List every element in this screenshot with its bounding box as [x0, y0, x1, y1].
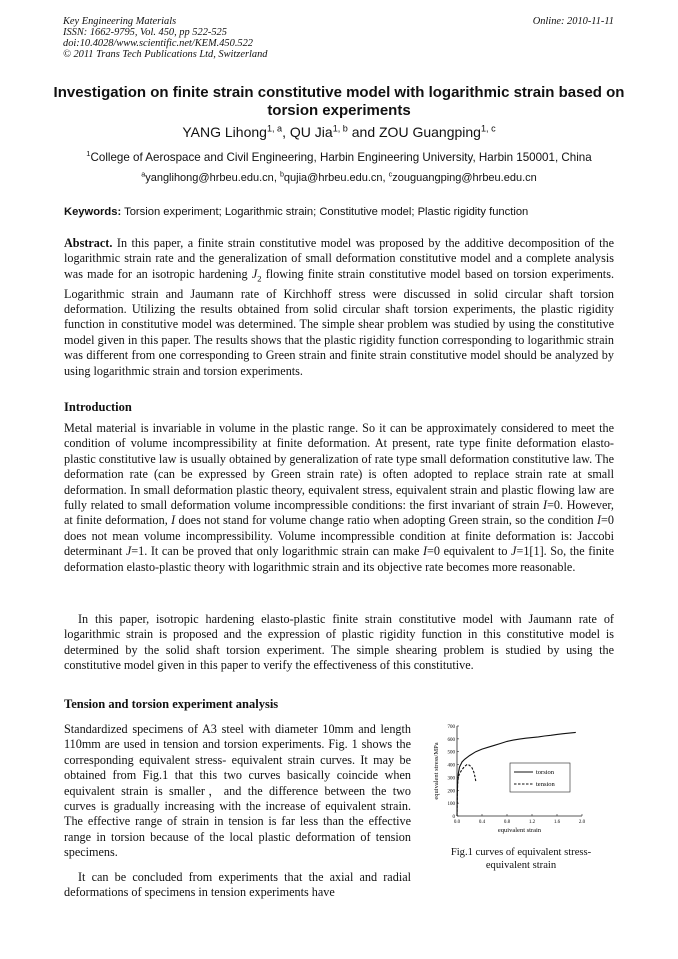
journal-name: Key Engineering Materials	[63, 16, 177, 27]
author-separator: ,	[282, 124, 290, 140]
math-symbol: J	[125, 544, 132, 559]
email-address[interactable]: zouguangping@hrbeu.edu.cn	[392, 172, 537, 184]
x-tick-label: 2.0	[578, 820, 586, 825]
author-name: ZOU Guangping	[379, 124, 481, 140]
math-symbol: I	[422, 544, 428, 559]
affiliation-superscript: 1	[86, 149, 91, 159]
intro-text: =0 equivalent to	[427, 544, 512, 559]
figure-caption: Fig.1 curves of equivalent stress-equivalent strain	[450, 847, 592, 871]
author-separator: and	[347, 124, 379, 140]
abstract	[64, 236, 614, 379]
author-line	[40, 124, 638, 140]
abstract-text: In this paper, a finite strain constitutive model was proposed by the additive decomposition of the logarithmic strain rate and the generalization of small deformation constitutive model and a complete analysis was made for an isotropic hardening	[64, 236, 614, 281]
email-superscript: b	[279, 170, 284, 179]
y-tick-label: 0	[452, 815, 455, 820]
tension-paragraph-2: It can be concluded from experiments that the axial and radial deformations of specimens in tension experiments have	[64, 870, 411, 900]
intro-text: =1. It can be proved that only logarithmic strain can make	[131, 544, 423, 559]
email-address[interactable]: yanglihong@hrbeu.edu.cn	[145, 172, 274, 184]
author-name: QU Jia	[289, 124, 333, 140]
journal-header	[63, 16, 267, 60]
section-heading-introduction: Introduction	[64, 400, 132, 414]
online-date: Online: 2010-11-11	[532, 16, 614, 27]
author-superscript: 1, a	[266, 123, 283, 134]
y-tick-label: 300	[447, 776, 455, 782]
stress-strain-chart	[424, 716, 614, 838]
math-symbol: I	[596, 513, 602, 528]
section-heading-tension-torsion: Tension and torsion experiment analysis	[64, 697, 279, 711]
intro-text: Metal material is invariable in volume in the plastic range. So it can be approximately considered to meet the condition of volume incompressibility at finite deformation. At present, rate type finite deformation elasto-plastic constitutive law is usually obtained by generalization of rate type small deformation constitutive law. The deformation rate (can be expressed by Green strain rate) is often adopted to replace strain rate at small deformation. In small deformation plastic theory, equivalent stress, equivalent strain and plastic flowing law are fully related to small deformation volume incompressible conditions: the first invariant of strain	[64, 421, 614, 513]
intro-paragraph-2: In this paper, isotropic hardening elasto-plastic finite strain constitutive model with Jaumann rate of logarithmic strain is proposed and the expression of plastic rigidity function in this constitutive model is determined by the solid shaft torsion experiment. The simple shearing problem is studied by using the constitutive model given in this paper to verify the effectiveness of this constitutive.	[64, 612, 614, 673]
x-axis-label: equivalent strain	[497, 827, 542, 834]
math-subscript: 2	[257, 273, 262, 284]
y-tick-label: 500	[447, 750, 455, 756]
author-superscript: 1, c	[480, 123, 496, 134]
keywords-text: Torsion experiment; Logarithmic strain; Constitutive model; Plastic rigidity function	[121, 206, 529, 218]
intro-text: does not stand for volume change ratio when adopting Green strain, so the condition	[175, 513, 597, 528]
intro-text: =1[1]. So, the finite deformation elasto-plastic theory with logarithmic strain and its objective rate becomes more reasonable.	[64, 544, 614, 574]
email-address[interactable]: qujia@hrbeu.edu.cn	[283, 172, 383, 184]
tension-paragraph-1: Standardized specimens of A3 steel with diameter 10mm and length 110mm are used in tension and torsion experiments. Fig. 1 shows the corresponding equivalent stress- equivalent strain curves. It may be obtained from Fig.1 that this two curves basically coincide when equivalent strain is smaller，and the difference between the two curves is gradually increasing with the increase of equivalent strain. The effective range of strain in tension is far less than the effective range in torsion because of the local plastic deformation of tension specimens.	[64, 722, 411, 860]
intro-paragraph-1	[64, 421, 614, 575]
y-tick-label: 600	[447, 737, 455, 743]
email-separator: ,	[273, 172, 280, 184]
intro-text: =0. However, at finite deformation,	[64, 498, 614, 528]
math-symbol: J	[511, 544, 517, 559]
abstract-label: Abstract.	[64, 236, 113, 250]
affiliation-text: College of Aerospace and Civil Engineering, Harbin Engineering University, Harbin 150001, China	[90, 151, 592, 164]
math-symbol: I	[543, 498, 548, 513]
x-tick-label: 0.4	[478, 820, 486, 825]
author-name: YANG Lihong	[182, 124, 267, 140]
legend-label-tension: tension	[536, 781, 555, 788]
copyright-line: © 2011 Trans Tech Publications Ltd, Switzerland	[63, 49, 268, 60]
x-tick-label: 1.6	[553, 820, 561, 825]
author-superscript: 1, b	[332, 123, 348, 134]
x-tick-label: 0.0	[453, 820, 461, 825]
y-axis-label: equivalent stress/MPa	[433, 742, 440, 800]
series-line-tension	[457, 765, 476, 816]
email-superscript: a	[141, 170, 146, 179]
doi-line: doi:10.4028/www.scientific.net/KEM.450.522	[63, 38, 253, 49]
keywords	[64, 206, 614, 218]
y-tick-label: 100	[447, 802, 455, 808]
email-separator: ,	[382, 172, 389, 184]
email-line	[40, 172, 638, 184]
email-superscript: c	[388, 170, 393, 179]
keywords-label: Keywords:	[64, 206, 122, 218]
math-symbol: J	[251, 266, 258, 281]
math-symbol: I	[171, 513, 176, 528]
y-tick-label: 400	[447, 763, 455, 769]
affiliation	[40, 151, 638, 164]
intro-text: =0 does not mean volume incompressibility. Volume incompressible condition at finite deformation is: Jaccobi determinant	[64, 513, 614, 559]
abstract-text: flowing finite strain constitutive model based on torsion experiments. Logarithmic strain and Jaumann rate of Kirchhoff stress were discussed in solid circular shaft torsion deformation. Utilizing the results obtained from solid circular shaft torsion experiments, the plastic rigidity function in constitutive model was determined. The simple shear problem was studied by using the constitutive model given in this paper. The results shows that the plastic rigidity function corresponding to logarithmic strain was different from one corresponding to Green strain and finite strain constitutive model should be analyzed by using logarithmic strain and torsion experiments.	[64, 266, 614, 378]
x-tick-label: 0.8	[503, 820, 511, 825]
issn-line: ISSN: 1662-9795, Vol. 450, pp 522-525	[63, 27, 227, 38]
y-tick-label: 700	[447, 725, 455, 730]
legend-label-torsion: torsion	[536, 769, 555, 776]
x-tick-label: 1.2	[528, 820, 536, 825]
paper-title: Investigation on finite strain constitutive model with logarithmic strain based on torsion experiments	[53, 84, 625, 119]
y-tick-label: 200	[447, 789, 455, 795]
